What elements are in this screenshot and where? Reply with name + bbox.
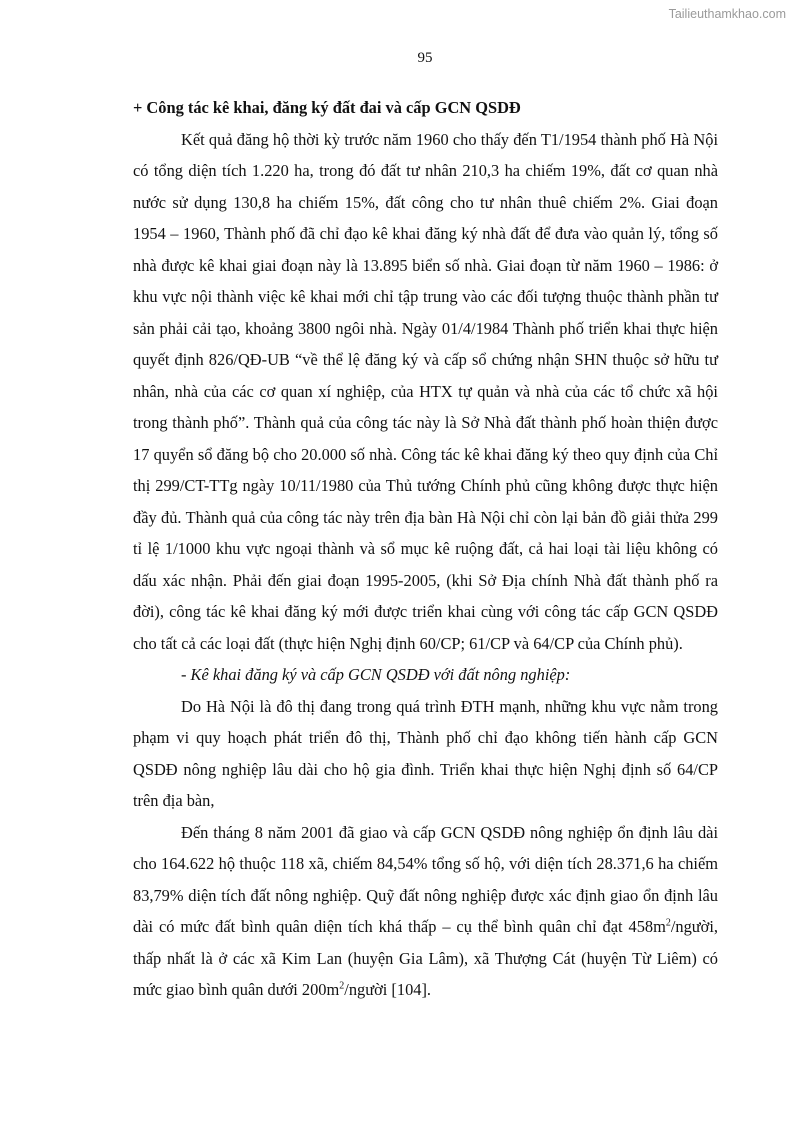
paragraph-agricultural: Do Hà Nội là đô thị đang trong quá trình ĐTH mạnh, những khu vực nằm trong phạm vi quy hoạch phát triển đô thị, Thành phố chỉ đạo không tiến hành cấp GCN QSDĐ nông nghiệp lâu dài cho hộ gia đình. Triển khai thực hiện Nghị định số 64/CP trên địa bàn, (133, 696, 718, 810)
stat-text-1: Đến tháng 8 năm 2001 đã giao và cấp GCN QSDĐ nông nghiệp ổn định lâu dài cho 164.622 hộ thuộc 118 xã, chiếm 84,54% tổng số hộ, với diện tích 28.371,6 ha chiếm 83,79% diện tích đất nông nghiệp. Quỹ đất nông nghiệp được xác định giao ổn định lâu dài có mức đất bình quân diện tích khá thấp – cụ thể bình quân chỉ đạt 458m (133, 822, 718, 936)
paragraph-statistics (133, 817, 718, 1006)
superscript: 2 (665, 917, 671, 929)
stat-text-2: /người, thấp nhất là ở các xã Kim Lan (huyện Gia Lâm), xã Thượng Cát (huyện Từ Liêm) có mức giao bình quân dưới 200m (133, 917, 718, 999)
subsection-heading: - Kê khai đăng ký và cấp GCN QSDĐ với đất nông nghiệp: (181, 665, 571, 684)
section-heading: + Công tác kê khai, đăng ký đất đai và cấp GCN QSDĐ (133, 98, 521, 117)
page-number: 95 (417, 50, 433, 66)
stat-text-3: /người [104]. (344, 980, 432, 999)
watermark: Tailieuthamkhao.com (668, 7, 786, 21)
paragraph-history: Kết quả đăng hộ thời kỳ trước năm 1960 cho thấy đến T1/1954 thành phố Hà Nội có tổng diện tích 1.220 ha, trong đó đất tư nhân 210,3 ha chiếm 19%, đất cơ quan nhà nước sử dụng 130,8 ha chiếm 15%, đất công cho tư nhân thuê chiếm 2%. Giai đoạn 1954 – 1960, Thành phố đã chỉ đạo kê khai đăng ký nhà đất để đưa vào quản lý, tổng số nhà được kê khai giai đoạn này là 13.895 biển số nhà. Giai đoạn từ năm 1960 – 1986: ở khu vực nội thành việc kê khai mới chỉ tập trung vào các đối tượng thuộc thành phần tư sản phải cải tạo, khoảng 3800 ngôi nhà. Ngày 01/4/1984 Thành phố triển khai thực hiện quyết định 826/QĐ-UB “về thể lệ đăng ký và cấp sổ chứng nhận SHN thuộc sở hữu tư nhân, nhà của các cơ quan xí nghiệp, của HTX tự quản và nhà của các tổ chức xã hội trong thành phố”. Thành quả của công tác này là Sở Nhà đất thành phố hoàn thiện được 17 quyển sổ đăng bộ cho 20.000 số nhà. Công tác kê khai đăng ký theo quy định của Chỉ thị 299/CT-TTg ngày 10/11/1980 của Thủ tướng Chính phủ cũng không được thực hiện đầy đủ. Thành quả của công tác này trên địa bàn Hà Nội chỉ còn lại bản đồ giải thửa 299 tỉ lệ 1/1000 khu vực ngoại thành và sổ mục kê ruộng đất, cả hai loại tài liệu không có dấu xác nhận. Phải đến giai đoạn 1995-2005, (khi Sở Địa chính Nhà đất thành phố ra đời), công tác kê khai đăng ký mới được triển khai cùng với công tác cấp GCN QSDĐ cho tất cả các loại đất (thực hiện Nghị định 60/CP; 61/CP và 64/CP của Chính phủ). (133, 129, 718, 653)
superscript: 2 (339, 980, 345, 992)
document-body (133, 92, 718, 1006)
